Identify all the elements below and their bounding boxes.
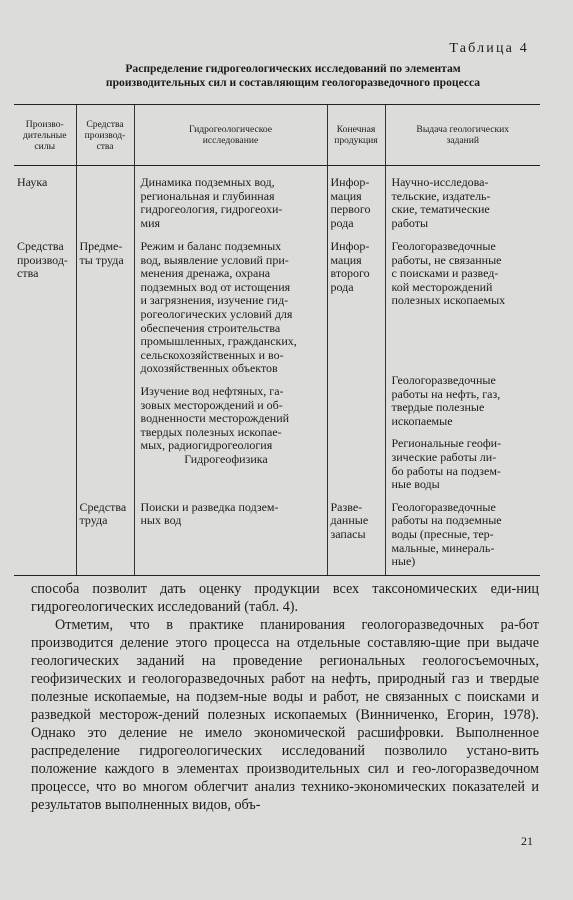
distribution-table <box>14 104 540 576</box>
cell-force: Наука <box>17 175 48 189</box>
cell-means: Средства труда <box>76 492 134 575</box>
cell-research <box>134 240 327 492</box>
table-row <box>14 240 540 492</box>
cell-tasks: Геологоразведочные работы на подземные воды (пресные, тер- мальные, минераль- ные) <box>385 492 540 575</box>
cell-means: Предме- ты труда <box>76 240 134 492</box>
body-text <box>31 580 539 814</box>
header-means-of-production: Средства производ- ства <box>76 105 134 166</box>
cell-force: Средства производ- ства <box>17 239 68 281</box>
header-hydrogeological-research: Гидрогеологическое исследование <box>134 105 327 166</box>
table-row <box>14 492 540 575</box>
cell-research: Поиски и разведка подзем- ных вод <box>134 492 327 575</box>
paragraph: способа позволит дать оценку продукции всех таксономических еди-ниц гидрогеологических исследований (табл. 4). <box>31 581 539 615</box>
tasks-item: Геологоразведочные работы на нефть, газ, твердые полезные ископаемые <box>391 372 501 428</box>
page-number: 21 <box>521 834 533 848</box>
tasks-item: Геологоразведочные работы, не связанные с поисками и развед- кой месторождений полезных ископаемых <box>391 239 506 308</box>
header-final-product: Конечная продукция <box>327 105 385 166</box>
header-geological-tasks: Выдача геологических заданий <box>385 105 540 166</box>
table-number: Таблица 4 <box>449 41 529 56</box>
caption-line: производительных сил и составляющим геологоразведочного процесса <box>105 76 481 89</box>
table-header-row <box>14 105 540 166</box>
table-row <box>14 176 540 240</box>
cell-research: Динамика подземных вод, региональная и глубинная гидрогеология, гидрогеохи- мия <box>134 176 327 240</box>
cell-product: Инфор- мация второго рода <box>327 240 385 492</box>
cell-force <box>14 492 76 575</box>
tasks-item: Региональные геофи- зические работы ли- бо работы на подзем- ные воды <box>391 436 502 492</box>
header-productive-forces: Произво- дительные силы <box>14 105 76 166</box>
table-caption <box>60 62 526 90</box>
cell-product: Разве- данные запасы <box>327 492 385 575</box>
research-item: Режим и баланс подземных вод, выявление условий при- менения дренажа, охрана подземных вод от истощения и загрязнения, изучение гид- рогеологических условий для обеспечения строительства промышленных, гражданских, сельскохозяйственных и во- дохозяйственных объектов <box>140 239 297 376</box>
cell-tasks: Научно-исследова- тельские, издатель- ские, тематические работы <box>385 176 540 240</box>
paragraph: Отметим, что в практике планирования геологоразведочных ра-бот производится деление этого процесса на отдельные составляю-щие при выдаче геологических заданий на проведение региональных геологосъемочных, геофизических и геологоразведочных работ на нефть, природный газ и твердые полезные ископаемые, на подзем-ные воды и работ, не связанных с поисками и разведкой месторож-дений полезных ископаемых (Винниченко, Егорин, 1978). Однако это деление не имело экономической расшифровки. Выполненное распределение гидрогеологических исследований позволило устано-вить положение каждого в элементах производительных сил и гео-логоразведочном процессе, что во многом облегчит анализ технико-экономических показателей и результатов выполненных видов, объ- <box>31 617 539 813</box>
cell-product: Инфор- мация первого рода <box>327 176 385 240</box>
research-item: Изучение вод нефтяных, га- зовых месторождений и об- водненности месторождений твердых полезных ископае- мых, радиогидрогеология <box>140 383 290 453</box>
cell-means <box>76 176 134 240</box>
cell-tasks <box>385 240 540 492</box>
caption-line: Распределение гидрогеологических исследований по элементам <box>125 62 461 75</box>
research-item: Гидрогеофизика <box>184 451 268 466</box>
